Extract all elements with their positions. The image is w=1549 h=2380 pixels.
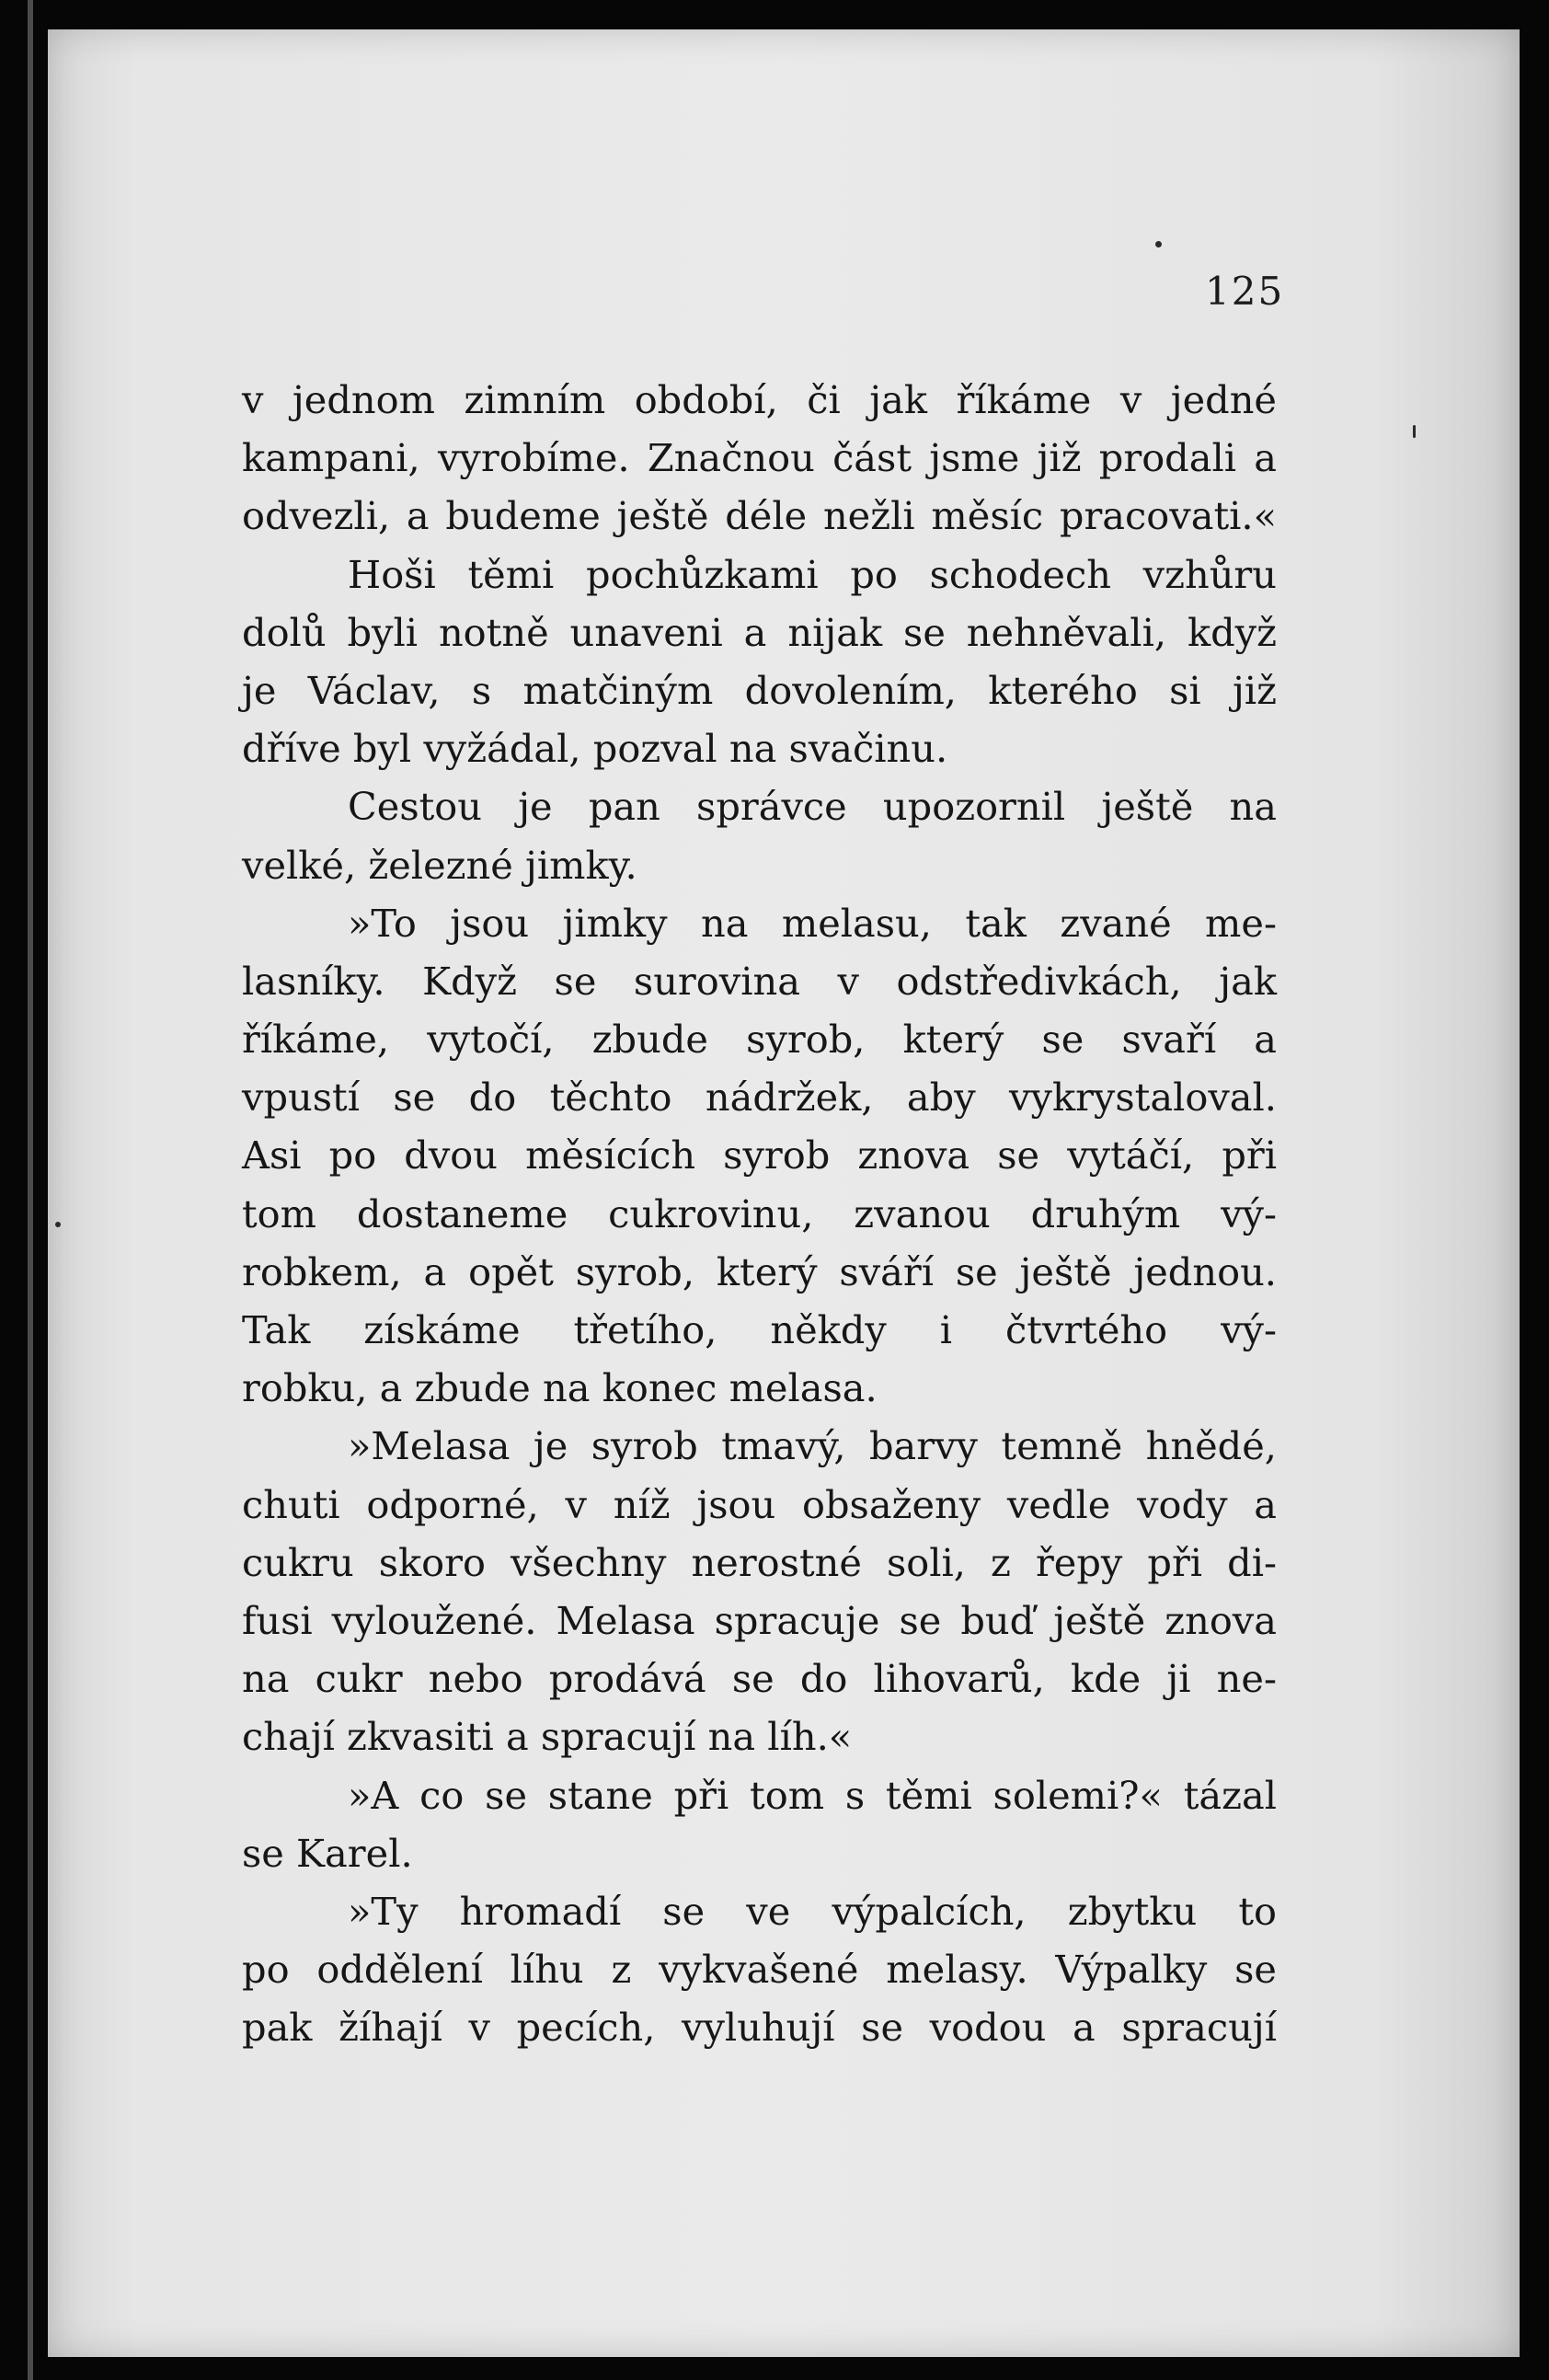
text-line: vpustí se do těchto nádržek, aby vykrystaloval. [242,1075,1277,1121]
text-line: fusi vyloužené. Melasa spracuje se buď ještě znova [242,1597,1277,1643]
text-line: odvezli, a budeme ještě déle nežli měsíc pracovati.« [242,493,1277,539]
text-line: říkáme, vytočí, zbude syrob, který se svaří a [242,1017,1277,1063]
text-line: robkem, a opět syrob, který sváří se ještě jednou. [242,1248,1277,1294]
body-text [242,371,1277,2056]
text-line: lasníky. Když se surovina v odstředivkách, jak [242,958,1277,1004]
text-line: dolů byli notně unaveni a nijak se nehněvali, když [242,609,1277,655]
page-number: 125 [1205,269,1285,314]
text-line: Cestou je pan správce upozornil ještě na [348,784,1277,830]
text-line: velké, železné jimky. [242,842,637,888]
text-line: kampani, vyrobíme. Značnou část jsme již prodali a [242,435,1277,481]
text-line: je Václav, s matčiným dovolením, kterého si již [242,667,1277,713]
text-line: se Karel. [242,1830,413,1876]
text-line: »Melasa je syrob tmavý, barvy temně hnědé, [348,1423,1277,1469]
scan-speck [1155,241,1162,247]
text-line: cukru skoro všechny nerostné soli, z řepy při di- [242,1539,1277,1585]
text-line: Asi po dvou měsících syrob znova se vytáčí, při [242,1133,1277,1179]
text-line: »A co se stane při tom s těmi solemi?« tázal [348,1772,1277,1818]
text-line: pak žíhají v pecích, vyluhují se vodou a spracují [242,2005,1277,2051]
text-line: na cukr nebo prodává se do lihovarů, kde ji ne- [242,1656,1277,1702]
text-line: chají zkvasiti a spracují na líh.« [242,1714,853,1760]
text-line: chuti odporné, v níž jsou obsaženy vedle vody a [242,1481,1277,1527]
scan-speck [1413,425,1416,438]
text-line: »Ty hromadí se ve výpalcích, zbytku to [348,1888,1277,1934]
binding-edge [28,0,33,2380]
text-line: tom dostaneme cukrovinu, zvanou druhým vý- [242,1190,1277,1236]
text-line: dříve byl vyžádal, pozval na svačinu. [242,726,948,772]
text-line: Tak získáme třetího, někdy i čtvrtého vý- [242,1307,1277,1352]
text-line: v jednom zimním období, či jak říkáme v jedné [242,377,1277,422]
text-line: Hoši těmi pochůzkami po schodech vzhůru [348,551,1277,597]
text-line: robku, a zbude na konec melasa. [242,1365,878,1411]
text-line: po oddělení líhu z vykvašené melasy. Výpalky se [242,1947,1277,1993]
text-line: »To jsou jimky na melasu, tak zvané me- [348,900,1277,946]
scan-speck [55,1222,61,1227]
